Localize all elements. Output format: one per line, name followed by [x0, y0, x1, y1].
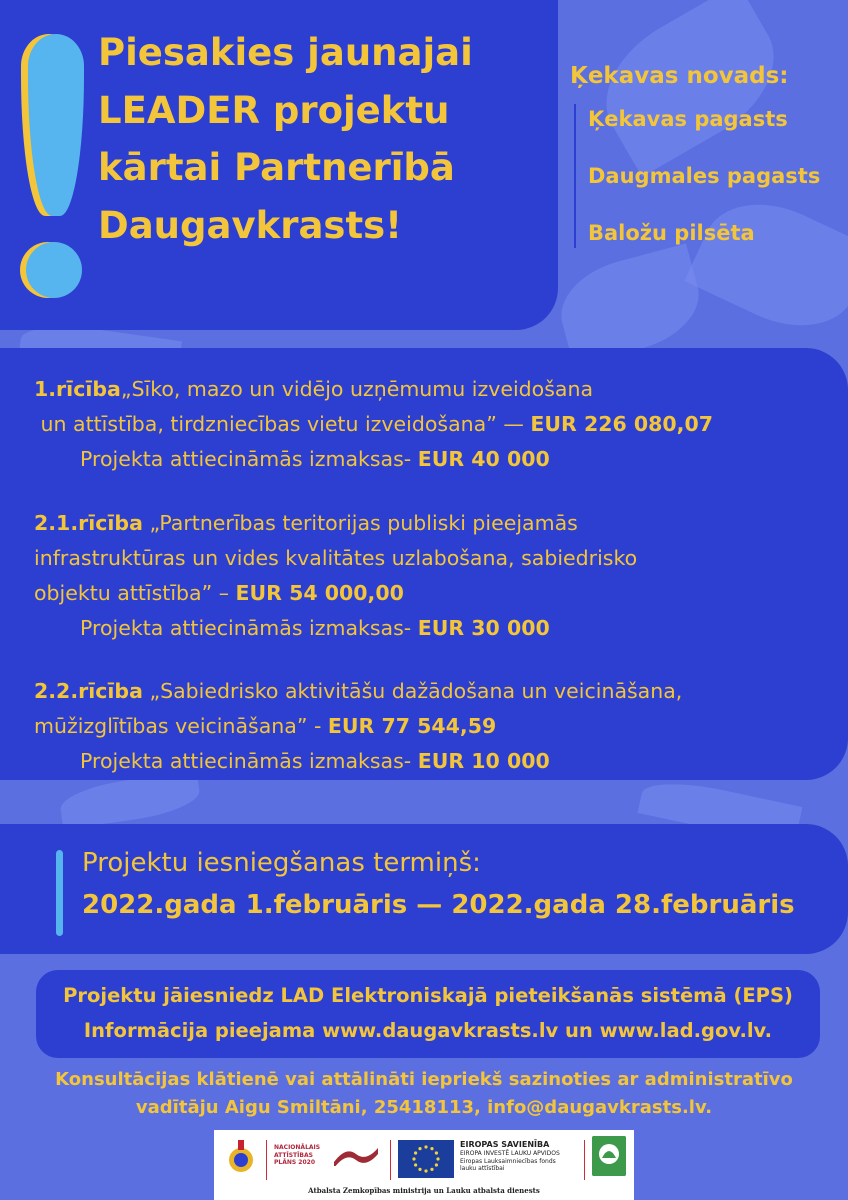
sponsor-logos [214, 1130, 634, 1200]
eligible-amount: EUR 40 000 [417, 447, 550, 471]
region-list [574, 104, 840, 248]
action-text: objektu attīstība” – EUR 54 000,00 [34, 581, 404, 605]
funders-text: Atbalsta Zemkopības ministrija un Lauku atbalsta dienests [308, 1186, 540, 1195]
action-code: 2.2.rīcība [34, 679, 143, 703]
deadline-label: Projektu iesniegšanas termiņš: [82, 848, 481, 878]
region-block [570, 60, 840, 275]
title-line: kārtai Partnerībā [98, 146, 455, 189]
action-text: un attīstība, tirdzniecības vietu izveidošana” — EUR 226 080,07 [34, 412, 713, 436]
eu-fund-text: EIROPAS SAVIENĪBA EIROPA INVESTĒ LAUKU APVIDOS Eiropas Lauksaimniecības fonds lauku attīstībai [460, 1140, 560, 1172]
deadline-panel [0, 824, 848, 954]
page-title [98, 24, 548, 254]
consultation-line: vadītāju Aigu Smiltāni, 25418113, info@daugavkrasts.lv. [135, 1097, 713, 1118]
action-text: 1.rīcība„Sīko, mazo un vidējo uzņēmumu izveidošana [34, 377, 594, 401]
submission-info-line: Informācija pieejama www.daugavkrasts.lv un www.lad.gov.lv. [83, 1019, 773, 1042]
action-text: infrastruktūras un vides kvalitātes uzlabošana, sabiedrisko [34, 546, 638, 570]
action-item [34, 372, 834, 477]
region-heading: Ķekavas novads: [570, 63, 789, 89]
latvia-flag-icon [332, 1142, 380, 1166]
action-budget: EUR 54 000,00 [235, 581, 404, 605]
action-item [34, 674, 834, 779]
deadline-dates: 2022.gada 1.februāris — 2022.gada 28.februāris [82, 890, 795, 920]
submission-panel [36, 970, 820, 1058]
consultation-text [0, 1066, 848, 1122]
title-line: Piesakies jaunajai [98, 31, 473, 74]
logo-divider [390, 1140, 391, 1180]
title-line: LEADER projektu [98, 88, 450, 132]
action-item [34, 506, 834, 646]
consultation-line: Konsultācijas klātienē vai attālināti iepriekš sazinoties ar administratīvo [55, 1069, 793, 1090]
eligible-amount: EUR 10 000 [417, 749, 550, 773]
exclamation-dot-icon [26, 242, 82, 298]
header-panel [0, 0, 558, 330]
accent-bar [56, 850, 63, 936]
ministry-emblem-icon [224, 1138, 258, 1178]
leader-logo-icon [592, 1136, 626, 1176]
region-item: Ķekavas pagasts [588, 107, 788, 131]
region-item: Baložu pilsēta [588, 221, 755, 245]
logo-divider [584, 1140, 585, 1180]
region-item: Daugmales pagasts [588, 164, 821, 188]
eligible-costs: Projekta attiecināmās izmaksas- EUR 40 000 [80, 447, 550, 471]
eligible-costs: Projekta attiecināmās izmaksas- EUR 30 000 [80, 616, 550, 640]
eligible-amount: EUR 30 000 [417, 616, 550, 640]
submission-line: Projektu jāiesniedz LAD Elektroniskajā pieteikšanās sistēmā (EPS) [63, 984, 793, 1007]
exclamation-icon [28, 34, 84, 216]
action-text: 2.2.rīcība „Sabiedrisko aktivitāšu dažādošana un veicināšana, [34, 679, 683, 703]
action-budget: EUR 226 080,07 [530, 412, 713, 436]
actions-panel [0, 348, 848, 780]
action-text: 2.1.rīcība „Partnerības teritorijas publiski pieejamās [34, 511, 578, 535]
nap-logo-text: NACIONĀLAIS ATTĪSTĪBAS PLĀNS 2020 [274, 1144, 321, 1166]
title-line: Daugavkrasts! [98, 203, 403, 247]
action-code: 1.rīcība [34, 377, 121, 401]
logo-divider [266, 1140, 267, 1180]
action-budget: EUR 77 544,59 [327, 714, 497, 738]
eu-flag-icon [398, 1140, 454, 1178]
eligible-costs: Projekta attiecināmās izmaksas- EUR 10 000 [80, 749, 550, 773]
action-text: mūžizglītības veicināšana” - EUR 77 544,59 [34, 714, 497, 738]
action-code: 2.1.rīcība [34, 511, 143, 535]
